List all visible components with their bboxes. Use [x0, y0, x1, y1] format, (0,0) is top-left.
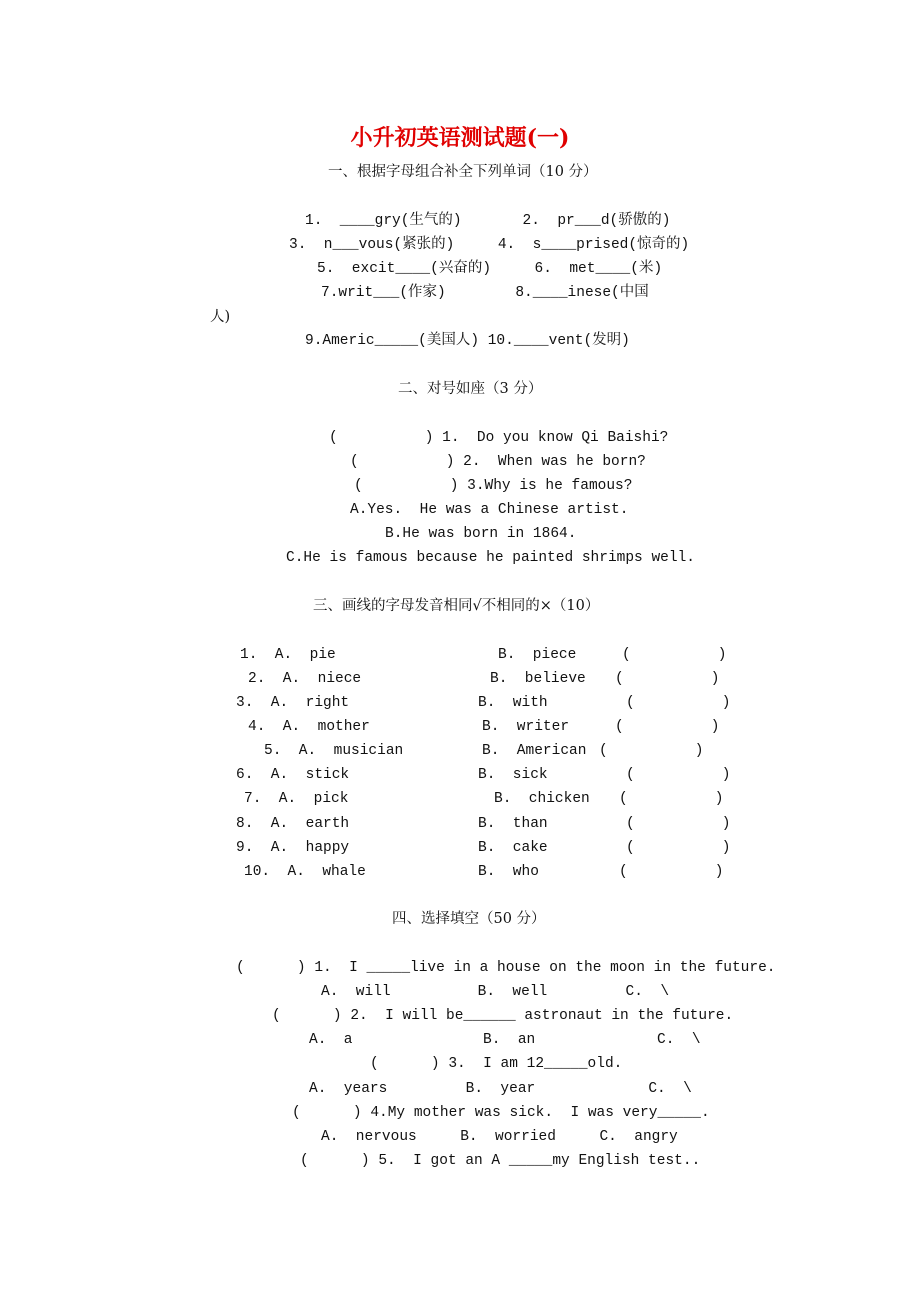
- s3-row-7-paren: ( ): [619, 791, 724, 807]
- s3-row-8-paren: ( ): [626, 816, 731, 832]
- s3-row-9-b: B. cake: [478, 840, 548, 856]
- s3-row-3-paren: ( ): [626, 695, 731, 711]
- s2-answer-a: A.Yes. He was a Chinese artist.: [350, 502, 629, 518]
- s3-row-6-paren: ( ): [626, 767, 731, 783]
- s3-row-10-a: 10. A. whale: [244, 864, 366, 880]
- section-1-heading: 一、根据字母组合补全下列单词（10 分）: [328, 164, 598, 180]
- s2-question-2: ( ) 2. When was he born?: [350, 454, 646, 470]
- s2-answer-b: B.He was born in 1864.: [385, 526, 577, 542]
- s1-line-4: 7.writ___(作家) 8.____inese(中国: [321, 285, 649, 301]
- s3-row-6-a: 6. A. stick: [236, 767, 350, 783]
- section-3-heading: 三、画线的字母发音相同√不相同的×（10）: [313, 598, 600, 614]
- s3-row-7-a: 7. A. pick: [244, 791, 349, 807]
- s1-line-5: 人): [210, 309, 231, 325]
- s3-row-2-a: 2. A. niece: [248, 671, 362, 687]
- s4-question-3: ( ) 3. I am 12_____old.: [370, 1056, 623, 1072]
- s3-row-5-b: B. American: [482, 743, 587, 759]
- s4-options-2: A. a B. an C. \: [309, 1032, 701, 1048]
- s3-row-10-b: B. who: [478, 864, 539, 880]
- s1-line-2: 3. n___vous(紧张的) 4. s____prised(惊奇的): [289, 237, 690, 253]
- s3-row-1-a: 1. A. pie: [240, 647, 336, 663]
- s1-line-1: 1. ____gry(生气的) 2. pr___d(骄傲的): [305, 213, 671, 229]
- section-4-heading: 四、选择填空（50 分）: [392, 911, 546, 927]
- s4-question-2: ( ) 2. I will be______ astronaut in the future.: [272, 1008, 734, 1024]
- s3-row-6-b: B. sick: [478, 767, 548, 783]
- s3-row-1-paren: ( ): [622, 647, 727, 663]
- s4-options-4: A. nervous B. worried C. angry: [321, 1129, 678, 1145]
- s3-row-4-paren: ( ): [615, 719, 720, 735]
- s1-line-6: 9.Americ_____(美国人) 10.____vent(发明): [305, 333, 630, 349]
- s3-row-4-b: B. writer: [482, 719, 570, 735]
- s4-options-1: A. will B. well C. \: [321, 984, 670, 1000]
- s3-row-1-b: B. piece: [498, 647, 577, 663]
- s4-question-5: ( ) 5. I got an A _____my English test..: [300, 1153, 701, 1169]
- s3-row-10-paren: ( ): [619, 864, 724, 880]
- s3-row-5-paren: ( ): [599, 743, 704, 759]
- s2-question-3: ( ) 3.Why is he famous?: [354, 478, 633, 494]
- s3-row-4-a: 4. A. mother: [248, 719, 370, 735]
- s1-line-3: 5. excit____(兴奋的) 6. met____(米): [317, 261, 663, 277]
- s3-row-9-paren: ( ): [626, 840, 731, 856]
- s3-row-5-a: 5. A. musician: [264, 743, 404, 759]
- s3-row-8-b: B. than: [478, 816, 548, 832]
- s3-row-2-paren: ( ): [615, 671, 720, 687]
- s3-row-3-b: B. with: [478, 695, 548, 711]
- s2-question-1: ( ) 1. Do you know Qi Baishi?: [329, 430, 669, 446]
- s4-question-4: ( ) 4.My mother was sick. I was very_____.: [292, 1105, 710, 1121]
- section-2-heading: 二、对号如座（3 分）: [398, 381, 543, 397]
- s3-row-8-a: 8. A. earth: [236, 816, 350, 832]
- s3-row-9-a: 9. A. happy: [236, 840, 350, 856]
- s2-answer-c: C.He is famous because he painted shrimps well.: [286, 550, 695, 566]
- s4-question-1: ( ) 1. I _____live in a house on the moon in the future.: [236, 960, 776, 976]
- page-title: 小升初英语测试题(一): [350, 125, 570, 151]
- s3-row-7-b: B. chicken: [494, 791, 590, 807]
- s3-row-2-b: B. believe: [490, 671, 586, 687]
- s4-options-3: A. years B. year C. \: [309, 1081, 692, 1097]
- s3-row-3-a: 3. A. right: [236, 695, 350, 711]
